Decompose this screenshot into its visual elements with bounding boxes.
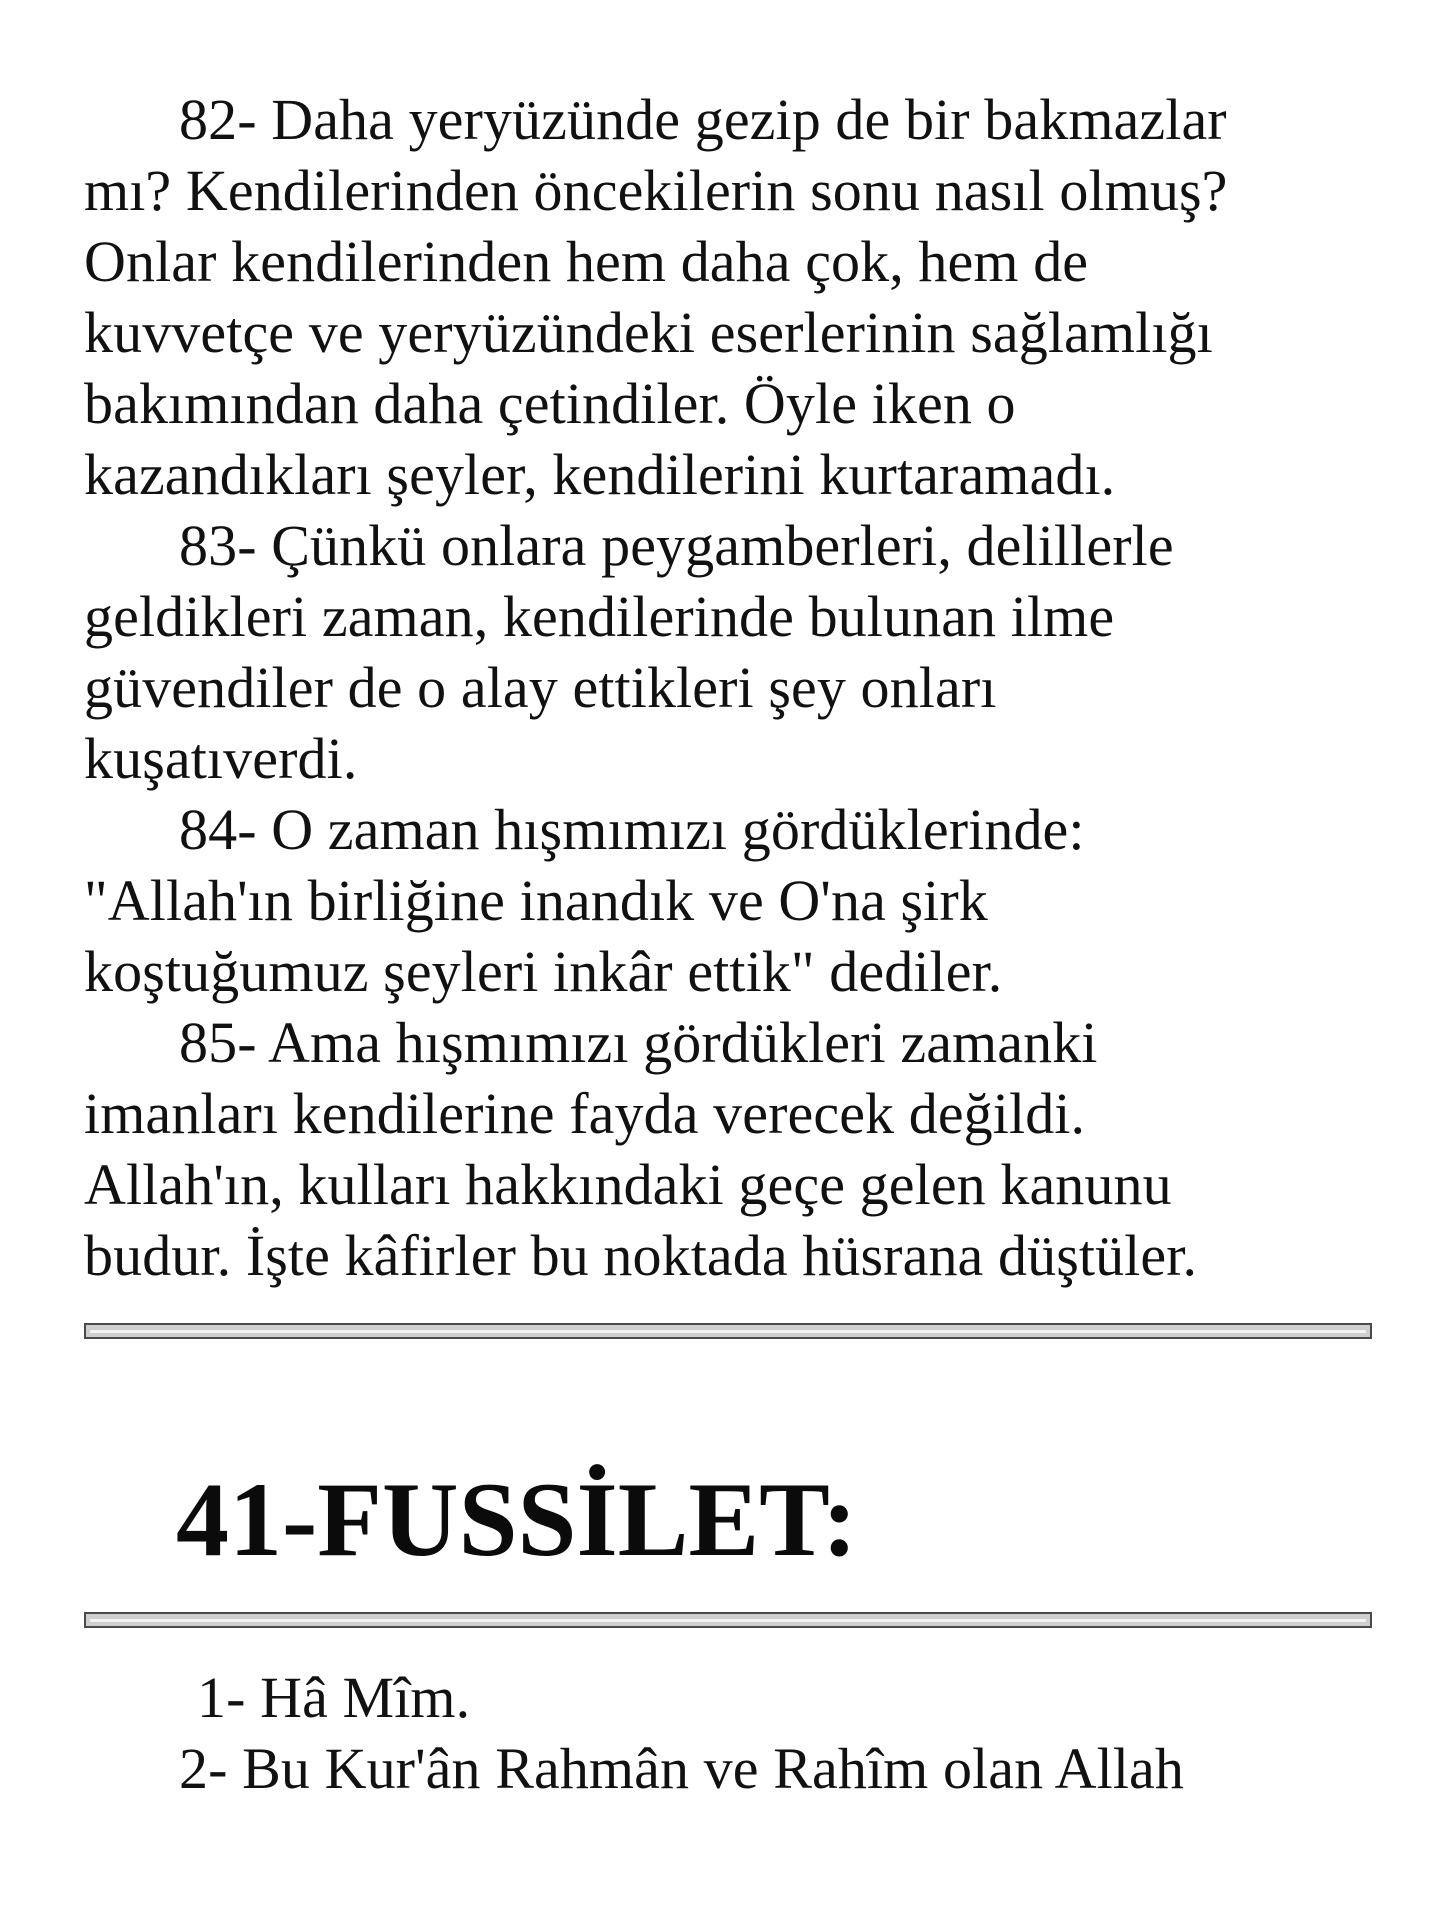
verse-line: "Allah'ın birliğine inandık ve O'na şirk [84,868,988,933]
verse-line: 1- Hâ Mîm. [197,1665,471,1730]
verse-line: geldikleri zaman, kendilerinde bulunan ilme [84,584,1115,649]
verse-line: kuvvetçe ve yeryüzündeki eserlerinin sağlamlığı [84,300,1213,365]
verse-line: kazandıkları şeyler, kendilerini kurtaramadı. [84,442,1116,507]
verse-line: bakımından daha çetindiler. Öyle iken o [84,371,1016,436]
verse-line: 2- Bu Kur'ân Rahmân ve Rahîm olan Allah [179,1736,1184,1801]
verse-line: imanları kendilerine fayda verecek değildi. [84,1081,1086,1146]
verse-line: Onlar kendilerinden hem daha çok, hem de [84,229,1089,294]
next-surah-verses [84,1662,1384,1804]
verse-line: güvendiler de o alay ettikleri şey onları [84,655,997,720]
verse-line: mı? Kendilerinden öncekilerin sonu nasıl olmuş? [84,158,1228,223]
verse-line: 83- Çünkü onlara peygamberleri, delillerle [179,513,1174,578]
surah-title: 41-FUSSİLET: [176,1461,858,1578]
verse-block [84,84,1384,1291]
verse-line: 82- Daha yeryüzünde gezip de bir bakmazlar [179,87,1227,152]
verse-line: budur. İşte kâfirler bu noktada hüsrana düştüler. [84,1223,1198,1288]
verse-line: 84- O zaman hışmımızı gördüklerinde: [179,797,1085,862]
divider-rule [84,1323,1372,1339]
divider-rule [84,1612,1372,1628]
verse-line: kuşatıverdi. [84,726,358,791]
verse-line: Allah'ın, kulları hakkındaki geçe gelen kanunu [84,1152,1172,1217]
verse-line: koştuğumuz şeyleri inkâr ettik" dediler. [84,939,1003,1004]
verse-line: 85- Ama hışmımızı gördükleri zamanki [179,1010,1098,1075]
